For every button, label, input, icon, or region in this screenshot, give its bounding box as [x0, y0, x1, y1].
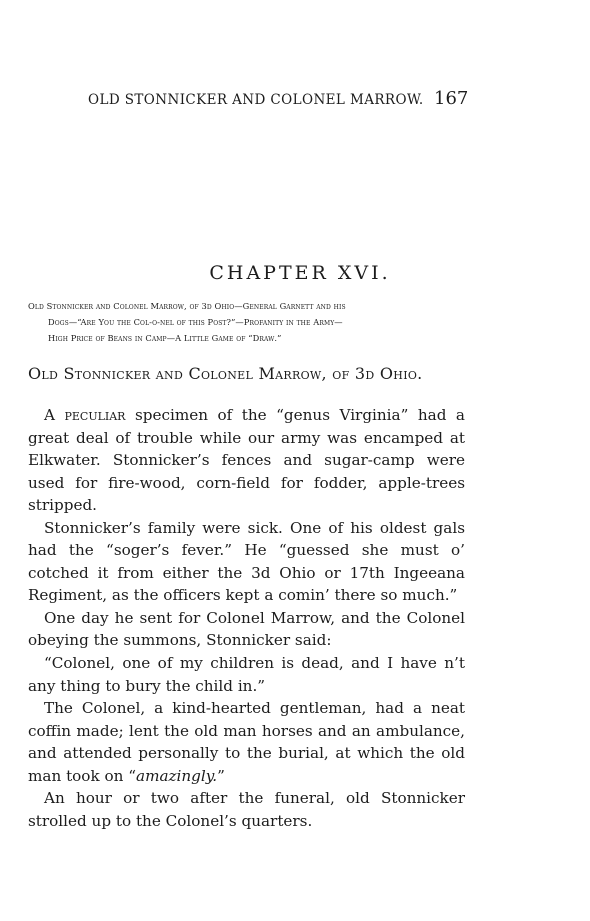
body-text	[28, 404, 465, 832]
paragraph	[28, 404, 465, 517]
chapter-synopsis	[28, 298, 528, 346]
paragraph-text: The Colonel, a kind-hearted gentleman, had a neat coffin made; lent the old man horses and an ambulance, and attended personally to the burial, at which the old man took on “	[28, 699, 465, 785]
paragraph-text: specimen of the “genus Virginia” had a great deal of trouble while our army was encamped at Elkwater. Stonnicker’s fences and sugar-camp were used for fire-wood, corn-field for fodder, apple-trees stripped.	[28, 406, 465, 515]
synopsis-line: Old Stonnicker and Colonel Marrow, of 3d Ohio—General Garnett and his	[28, 301, 346, 311]
paragraph: An hour or two after the funeral, old Stonnicker strolled up to the Colonel’s quarters.	[28, 789, 465, 830]
paragraph-lead-small-caps: A peculiar	[44, 406, 126, 424]
paragraph: “Colonel, one of my children is dead, and I have n’t any thing to bury the child in.”	[28, 654, 465, 695]
running-head	[0, 88, 590, 112]
paragraph-text: ”	[217, 766, 225, 785]
paragraph: One day he sent for Colonel Marrow, and the Colonel obeying the summons, Stonnicker said:	[28, 608, 465, 650]
synopsis-line: High Price of Beans in Camp—A Little Game of “Draw.”	[48, 333, 282, 343]
italic-emphasis: amazingly.	[136, 766, 218, 785]
page-number: 167	[434, 88, 469, 109]
running-head-title: OLD STONNICKER AND COLONEL MARROW.	[88, 92, 424, 108]
paragraph: Stonnicker’s family were sick. One of his oldest gals had the “soger’s fever.” He “guessed she must o’ cotched it from either the 3d Ohio or 17th Ingeeana Regiment, as the officers kept a comin’ there so much.”	[28, 518, 465, 605]
synopsis-line: Dogs—“Are You the Col-o-nel of this Post?”—Profanity in the Army—	[48, 317, 343, 327]
chapter-title: CHAPTER XVI.	[209, 262, 391, 284]
paragraph	[28, 697, 465, 787]
section-heading: Old Stonnicker and Colonel Marrow, of 3d Ohio.	[28, 364, 423, 383]
